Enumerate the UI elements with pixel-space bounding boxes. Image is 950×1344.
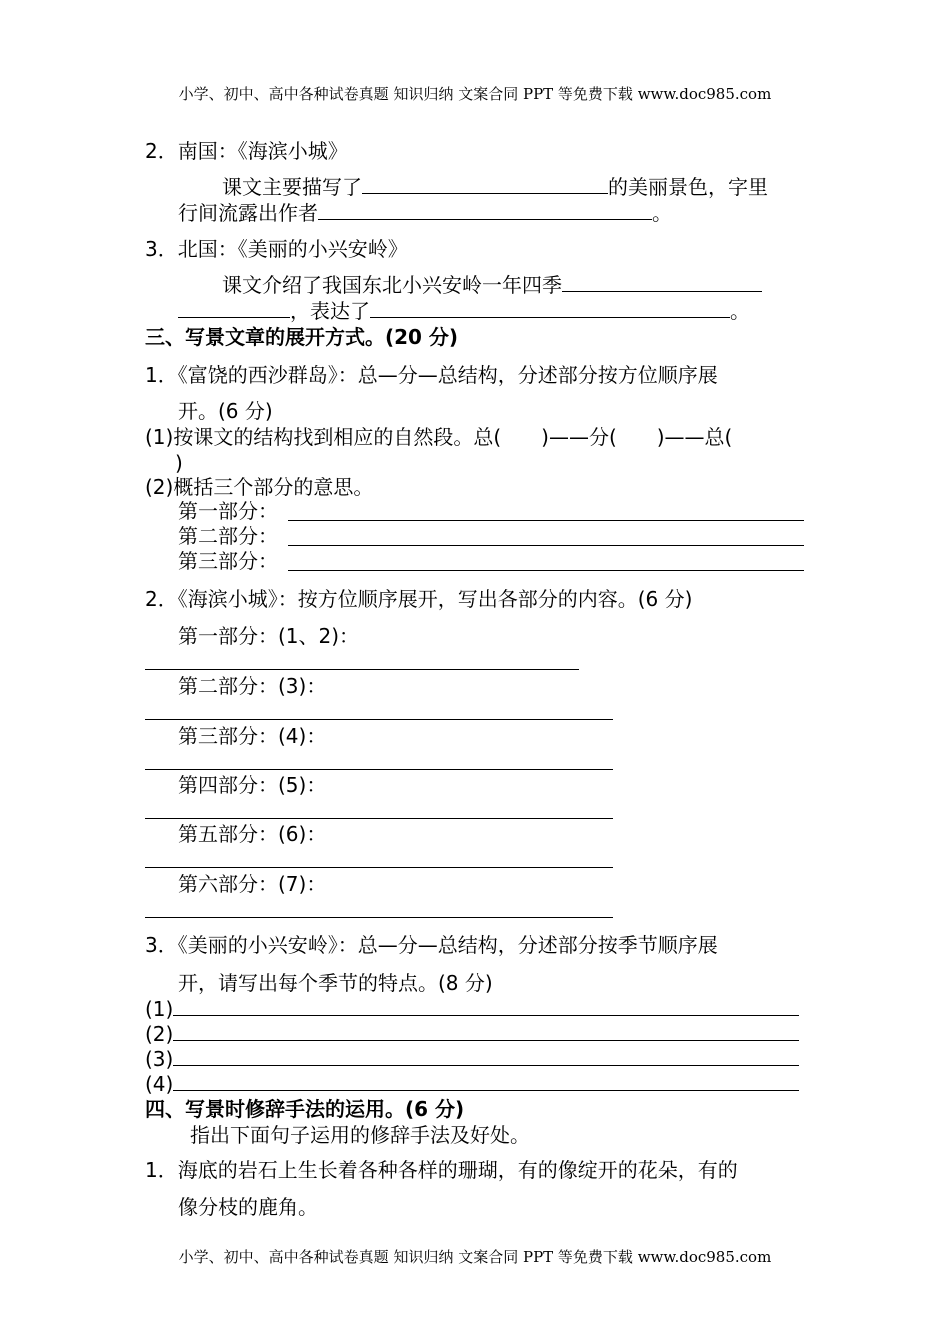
q2-south-blank-1[interactable]	[362, 174, 608, 194]
s3-q1-sub2: (2)概括三个部分的意思。	[145, 475, 374, 499]
s3-q2-part1-label: 第一部分：(1、2)：	[178, 624, 360, 648]
q2-south-blank-2[interactable]	[318, 200, 652, 220]
s3-q3-item2-line[interactable]	[173, 1021, 799, 1041]
q2-south-line1	[222, 174, 768, 200]
s3-q3-item4-line[interactable]	[173, 1071, 799, 1091]
s3-q1-sub1-text-b: )——分(	[541, 425, 617, 449]
s3-q1-sub1-close: )	[175, 451, 183, 475]
s3-q2-part2-label: 第二部分：(3)：	[178, 674, 327, 698]
q2-south-title: 2．南国：《海滨小城》	[145, 139, 348, 163]
s3-part1-label: 第一部分：	[178, 499, 278, 523]
s3-q2-part5-line[interactable]	[145, 867, 613, 868]
s4-q1-line2: 像分枝的鹿角。	[178, 1195, 318, 1219]
section4-instruction: 指出下面句子运用的修辞手法及好处。	[190, 1123, 530, 1147]
s3-q1-line1: 1．《富饶的西沙群岛》：总—分—总结构，分述部分按方位顺序展	[145, 363, 718, 387]
section4-heading: 四、写景时修辞手法的运用。(6 分)	[145, 1097, 465, 1121]
s3-q3-line1: 3．《美丽的小兴安岭》：总—分—总结构，分述部分按季节顺序展	[145, 933, 718, 957]
q3-north-line1	[222, 272, 762, 298]
q3-north-line2-text: ，表达了	[290, 299, 370, 323]
q2-south-line1-text-b: 的美丽景色，字里	[608, 175, 768, 199]
s3-q2-part5-label: 第五部分：(6)：	[178, 822, 327, 846]
s4-q1-line1: 1．海底的岩石上生长着各种各样的珊瑚，有的像绽开的花朵，有的	[145, 1158, 738, 1182]
s3-part2-line[interactable]	[288, 545, 804, 546]
s3-q3-item1-line[interactable]	[173, 996, 799, 1016]
s3-q2-part4-label: 第四部分：(5)：	[178, 773, 327, 797]
s3-q3-item2-label: (2)	[145, 1022, 174, 1046]
page-header: 小学、初中、高中各种试卷真题 知识归纳 文案合同 PPT 等免费下载 www.doc985.com	[178, 85, 772, 103]
s3-q2-part4-line[interactable]	[145, 818, 613, 819]
s3-q3-item2	[145, 1021, 799, 1047]
section3-heading: 三、写景文章的展开方式。(20 分)	[145, 325, 459, 349]
s3-q3-item1	[145, 996, 799, 1022]
q3-north-blank-2[interactable]	[178, 298, 290, 318]
s3-q3-item3-label: (3)	[145, 1047, 174, 1071]
q3-north-line1-text: 课文介绍了我国东北小兴安岭一年四季	[222, 273, 562, 297]
q3-north-blank-3[interactable]	[370, 298, 730, 318]
s3-q3-line2: 开，请写出每个季节的特点。(8 分)	[178, 971, 493, 995]
s3-q2-part3-label: 第三部分：(4)：	[178, 724, 327, 748]
s3-q2-part6-line[interactable]	[145, 917, 613, 918]
s3-q3-item3-line[interactable]	[173, 1046, 799, 1066]
s3-part3-line[interactable]	[288, 570, 804, 571]
s3-q3-item4-label: (4)	[145, 1072, 174, 1096]
s3-q2-part3-line[interactable]	[145, 769, 613, 770]
s3-q1-sub1-text-a: (1)按课文的结构找到相应的自然段。总(	[145, 425, 502, 449]
s3-q3-item4	[145, 1071, 799, 1097]
s3-q3-item3	[145, 1046, 799, 1072]
q3-north-line2	[178, 298, 750, 324]
s3-q2-part2-line[interactable]	[145, 719, 613, 720]
q3-north-line2-end: 。	[730, 299, 750, 323]
q2-south-line1-text-a: 课文主要描写了	[222, 175, 362, 199]
q2-south-line2	[178, 200, 672, 226]
s3-q2-title: 2．《海滨小城》：按方位顺序展开，写出各部分的内容。(6 分)	[145, 587, 693, 611]
s3-part1-line[interactable]	[288, 520, 804, 521]
s3-part2-label: 第二部分：	[178, 524, 278, 548]
q3-north-title: 3．北国：《美丽的小兴安岭》	[145, 237, 408, 261]
s3-q1-sub1	[145, 424, 732, 450]
s3-q2-part6-label: 第六部分：(7)：	[178, 872, 327, 896]
s3-q2-part1-line[interactable]	[145, 669, 579, 670]
s3-q1-sub1-text-c: )——总(	[656, 425, 733, 449]
s3-part3-label: 第三部分：	[178, 549, 278, 573]
q2-south-line2-end: 。	[652, 201, 672, 225]
s3-q3-item1-label: (1)	[145, 997, 174, 1021]
q3-north-blank-1[interactable]	[562, 272, 762, 292]
q2-south-line2-text-a: 行间流露出作者	[178, 201, 318, 225]
s3-q1-line2: 开。(6 分)	[178, 399, 273, 423]
page-footer: 小学、初中、高中各种试卷真题 知识归纳 文案合同 PPT 等免费下载 www.doc985.com	[178, 1248, 772, 1266]
